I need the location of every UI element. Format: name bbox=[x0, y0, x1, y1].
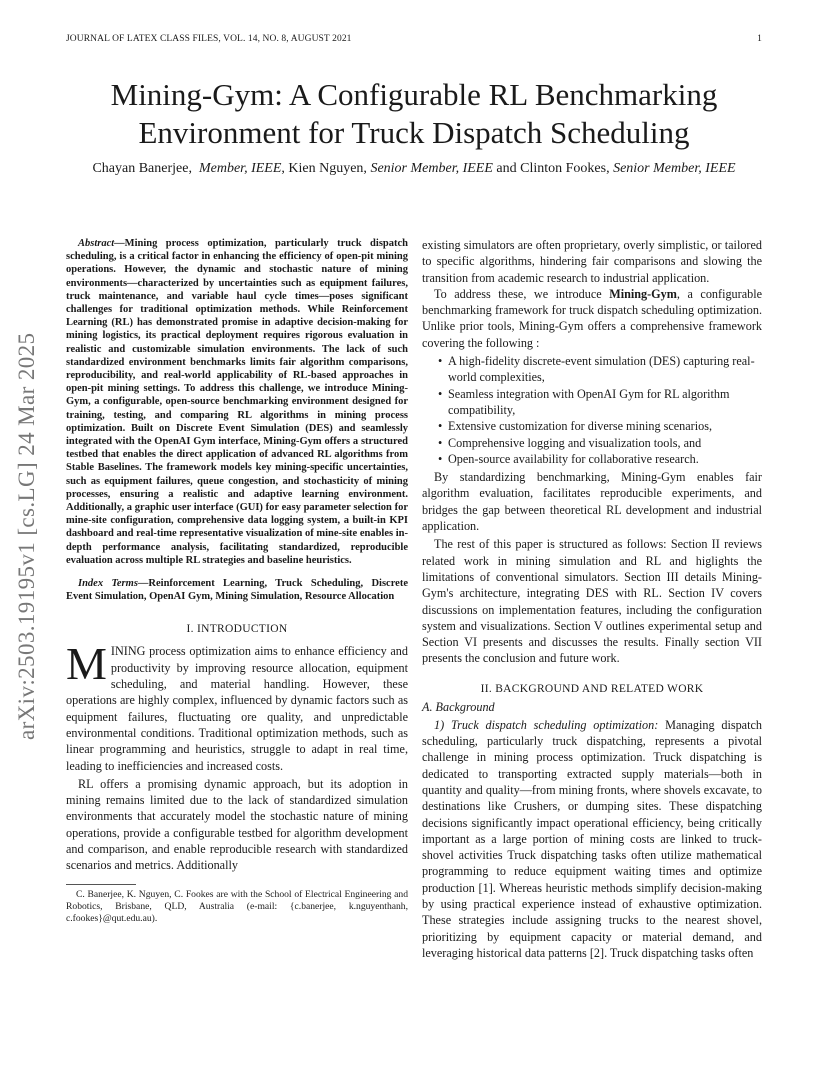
section-heading-introduction: I. INTRODUCTION bbox=[186, 623, 288, 636]
contribution-list bbox=[422, 353, 762, 467]
contribution-paragraph bbox=[422, 286, 762, 351]
contribution-text-b: , a configurable benchmarking framework for truck dispatch scheduling optimization. Unlike prior tools, Mining-Gym offers a comprehensive framework covering the following : bbox=[422, 286, 762, 350]
bullet-icon: • bbox=[438, 419, 443, 434]
bullet-icon: • bbox=[438, 386, 443, 401]
standardizing-paragraph: By standardizing benchmarking, Mining-Gym enables fair algorithm evaluation, facilitates reproducible experiments, and bridges the gap between theoretical RL development and industrial application. bbox=[422, 470, 762, 534]
list-item-text: Extensive customization for diverse mining scenarios, bbox=[448, 419, 712, 434]
mining-gym-name: Mining-Gym bbox=[609, 286, 677, 301]
list-item-text: Open-source availability for collaborative research. bbox=[448, 451, 699, 466]
page-number: 1 bbox=[757, 34, 762, 44]
paper-title: Mining-Gym: A Configurable RL Benchmarking Environment for Truck Dispatch Scheduling bbox=[110, 77, 718, 150]
contribution-text-a: To address these, we introduce bbox=[434, 286, 610, 301]
list-item bbox=[438, 435, 762, 451]
intro-paragraph-2: RL offers a promising dynamic approach, but its adoption in mining remains limited due to the lack of standardized simulation environments that accurately model the stochastic nature of mining operations, provide a configurable testbed for algorithm development and comparison, and enable reproducible research with standardized scenarios and metrics. Additionally bbox=[66, 776, 408, 873]
list-item-text: Seamless integration with OpenAI Gym for RL algorithm compatibility, bbox=[448, 386, 730, 417]
bullet-icon: • bbox=[438, 435, 443, 450]
runin-heading: 1) Truck dispatch scheduling optimization: bbox=[434, 717, 659, 732]
right-column bbox=[422, 237, 762, 961]
background-paragraph bbox=[422, 717, 762, 961]
left-column bbox=[66, 237, 408, 925]
index-terms-text: —Reinforcement Learning, Truck Scheduling, Discrete Event Simulation, OpenAI Gym, Mining Simulation, Resource Allocation bbox=[66, 578, 408, 603]
list-item bbox=[438, 418, 762, 434]
drop-cap: M bbox=[66, 638, 107, 690]
author-2-role: Senior Member, IEEE bbox=[370, 161, 493, 176]
list-item bbox=[438, 451, 762, 467]
list-item bbox=[438, 353, 762, 386]
list-item bbox=[438, 386, 762, 419]
abstract-label: Abstract bbox=[78, 238, 115, 249]
bullet-icon: • bbox=[438, 451, 443, 466]
author-2-name: , Kien Nguyen, bbox=[281, 161, 367, 176]
intro-paragraph-1 bbox=[66, 638, 408, 773]
list-item-text: A high-fidelity discrete-event simulation (DES) capturing real-world complexities, bbox=[448, 354, 755, 385]
background-text: Managing dispatch scheduling, particularly truck dispatching, represents a pivotal challenge in mining process optimization. Truck dispatching is dedicated to transporting extracted supply materials—both in quantity and quality—from mining fronts, where shovels excavate, to destinations like Crushers, or dumping sites. These dispatching decisions significantly impact operational efficiency, being critically important as a large portion of mining costs are linked to truck-shovel activities Truck dispatching tasks often utilize mathematical programming to reduce equipment waiting times and optimize production [1]. Whereas heuristic methods simplify decision-making by using practical experience instead of exhaustive optimization. These strategies include assigning trucks to the nearest shovel, prioritizing by equipment capacity or material demand, and leveraging historical data patterns [2]. Truck dispatching tasks often bbox=[422, 717, 762, 960]
author-1-name: Chayan Banerjee, bbox=[92, 161, 192, 176]
journal-header: JOURNAL OF LATEX CLASS FILES, VOL. 14, NO. 8, AUGUST 2021 bbox=[66, 34, 352, 44]
author-3-role: Senior Member, IEEE bbox=[613, 161, 736, 176]
author-list bbox=[66, 160, 762, 178]
arxiv-stamp: arXiv:2503.19195v1 [cs.LG] 24 Mar 2025 bbox=[14, 332, 39, 740]
bullet-icon: • bbox=[438, 354, 443, 369]
abstract bbox=[66, 237, 408, 567]
list-item-text: Comprehensive logging and visualization tools, and bbox=[448, 435, 702, 450]
intro-continued-paragraph: existing simulators are often proprietary, overly simplistic, or tailored to specific algorithms, hindering fair comparisons and slowing the transition from academic research to industrial application. bbox=[422, 238, 762, 285]
footnote-rule bbox=[66, 884, 136, 885]
affiliation-footnote: C. Banerjee, K. Nguyen, C. Fookes are with the School of Electrical Engineering and Robotics, Brisbane, QLD, Australia (e-mail: {c.banerjee, k.nguyenthanh, c.fookes}@qut.edu.au). bbox=[66, 888, 408, 924]
author-1-role: Member, IEEE bbox=[198, 161, 282, 176]
abstract-text: —Mining process optimization, particularly truck dispatch scheduling, is a critical factor in enhancing the efficiency of open-pit mining operations. However, the dynamic and stochastic nature of mining environments—characterized by uncertainties such as equipment failures, truck maintenance, and variable haul cycle times—poses significant challenges for traditional optimization methods. While Reinforcement Learning (RL) has demonstrated promise in adaptive decision-making for mining logistics, its practical deployment requires rigorous evaluation in realistic and customizable simulation environments. The lack of such standardized environment benchmarks limits fair algorithm comparisons, reproducibility, and real-world applicability of RL-based approaches in open-pit mining settings. To address this challenge, we introduce Mining-Gym, a configurable, open-source benchmarking environment designed for training, testing, and comparing RL algorithms in mining process optimization. Built on Discrete Event Simulation (DES) and seamlessly integrated with the OpenAI Gym interface, Mining-Gym offers a structured testbed that enables the direct application of advanced RL algorithms from Stable Baselines. The framework models key mining-specific uncertainties, such as equipment failures, queue congestion, and stochasticity of mining processes, ensuring a realistic and adaptive learning environment. Additionally, a graphic user interface (GUI) for easy parameter selection for mine-site configuration, comprehensive data logging system, a built-in KPI dashboard and real-time representative visualization of mine-site enables in-depth performance analysis, facilitating standardized, reproducible evaluation across multiple RL strategies and baseline heuristics. bbox=[66, 238, 408, 566]
subsection-heading-background: A. Background bbox=[422, 699, 495, 714]
structure-paragraph: The rest of this paper is structured as follows: Section II reviews related work in mining simulation and RL and higlights the limitations of conventional simulators. Section III details Mining-Gym's architecture, integrating DES with RL. Section IV covers discussions on implementation features, including the configuration system and visualizations. Section V outlines experimental setup and Section VI presents and discusses the results. Finally section VII presents the conclusion and future work. bbox=[422, 537, 762, 666]
intro-paragraph-1-text: INING process optimization aims to enhance efficiency and productivity by improving resource allocation, equipment scheduling, and material handling. However, these operations are highly complex, influenced by dynamic factors such as equipment failures, fluctuating ore quality, and unpredictable environmental conditions. Traditional optimization methods, such as linear programming and heuristics, struggle to adapt in real time, leading to inefficiencies and increased costs. bbox=[66, 644, 408, 773]
author-3-name: and Clinton Fookes, bbox=[492, 161, 610, 176]
index-terms-label: Index Terms bbox=[78, 578, 138, 590]
index-terms bbox=[66, 577, 408, 603]
section-heading-background: II. BACKGROUND AND RELATED WORK bbox=[480, 682, 704, 695]
